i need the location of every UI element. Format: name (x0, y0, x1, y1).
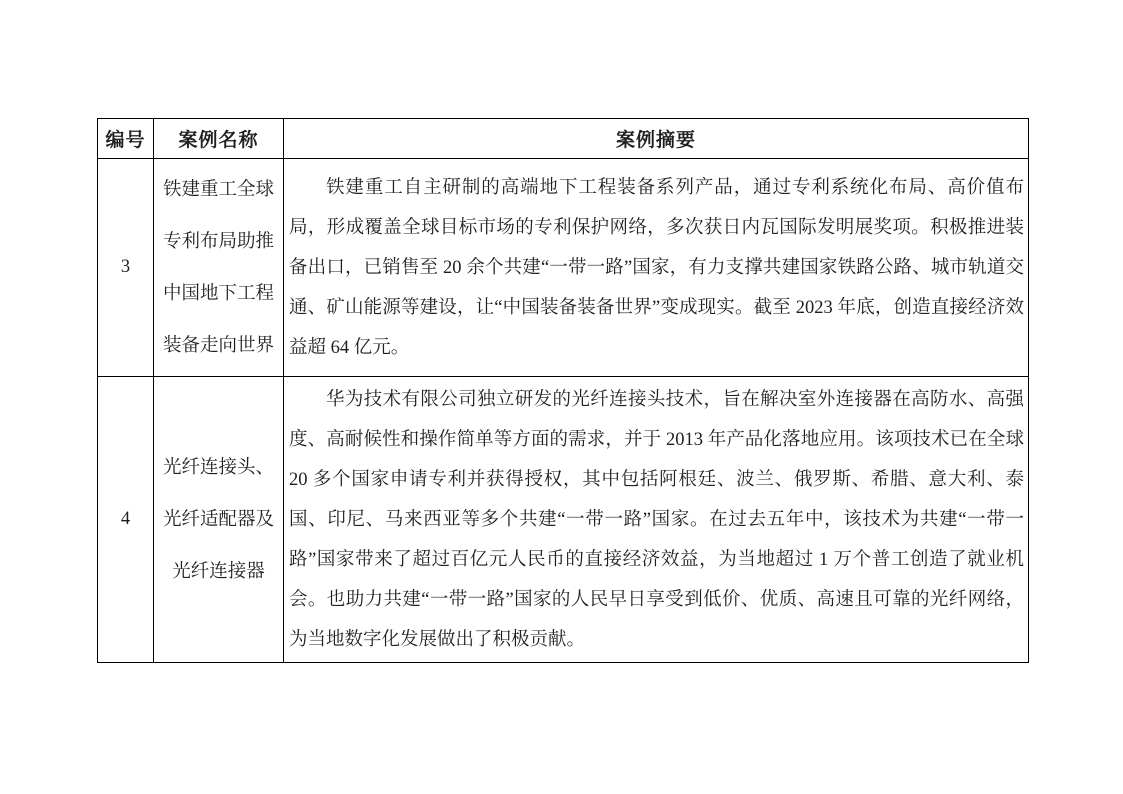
case-summary-text: 华为技术有限公司独立研发的光纤连接头技术，旨在解决室外连接器在高防水、高强度、高耐候性和操作简单等方面的需求，并于 2013 年产品化落地应用。该项技术已在全球 20 多个国家申请专利并获得授权，其中包括阿根廷、波兰、俄罗斯、希腊、意大利、泰国、印尼、马来西亚等多个共建“一带一路”国家。在过去五年中，该技术为共建“一带一路”国家带来了超过百亿元人民币的直接经济效益，为当地超过 1 万个普工创造了就业机会。也助力共建“一带一路”国家的人民早日享受到低价、优质、高速且可靠的光纤网络，为当地数字化发展做出了积极贡献。 (289, 389, 1024, 650)
case-name: 铁建重工全球专利布局助推中国地下工程装备走向世界 (162, 179, 274, 356)
case-summary-cell (284, 377, 1029, 663)
case-number-cell (98, 377, 154, 663)
table-header-case-summary (284, 119, 1029, 159)
table-header-row (98, 119, 1029, 159)
case-name: 光纤连接头、光纤适配器及光纤连接器 (162, 457, 274, 582)
table-row (98, 377, 1029, 663)
case-number: 4 (120, 509, 131, 529)
cases-table (97, 118, 1029, 663)
case-name-cell (154, 377, 284, 663)
case-summary-cell (284, 159, 1029, 377)
table-header-number (98, 119, 154, 159)
table-row (98, 159, 1029, 377)
case-summary-text: 铁建重工自主研制的高端地下工程装备系列产品，通过专利系统化布局、高价值布局，形成覆盖全球目标市场的专利保护网络，多次获日内瓦国际发明展奖项。积极推进装备出口，已销售至 20 余个共建“一带一路”国家，有力支撑共建国家铁路公路、城市轨道交通、矿山能源等建设，让“中国装备装备世界”变成现实。截至 2023 年底，创造直接经济效益超 64 亿元。 (289, 177, 1024, 358)
table-header-case-name-label: 案例名称 (178, 130, 259, 151)
table-header-number-label: 编号 (105, 130, 146, 151)
case-number: 3 (120, 257, 131, 277)
case-number-cell (98, 159, 154, 377)
table-header-case-name (154, 119, 284, 159)
table-header-case-summary-label: 案例摘要 (615, 130, 696, 151)
case-name-cell (154, 159, 284, 377)
